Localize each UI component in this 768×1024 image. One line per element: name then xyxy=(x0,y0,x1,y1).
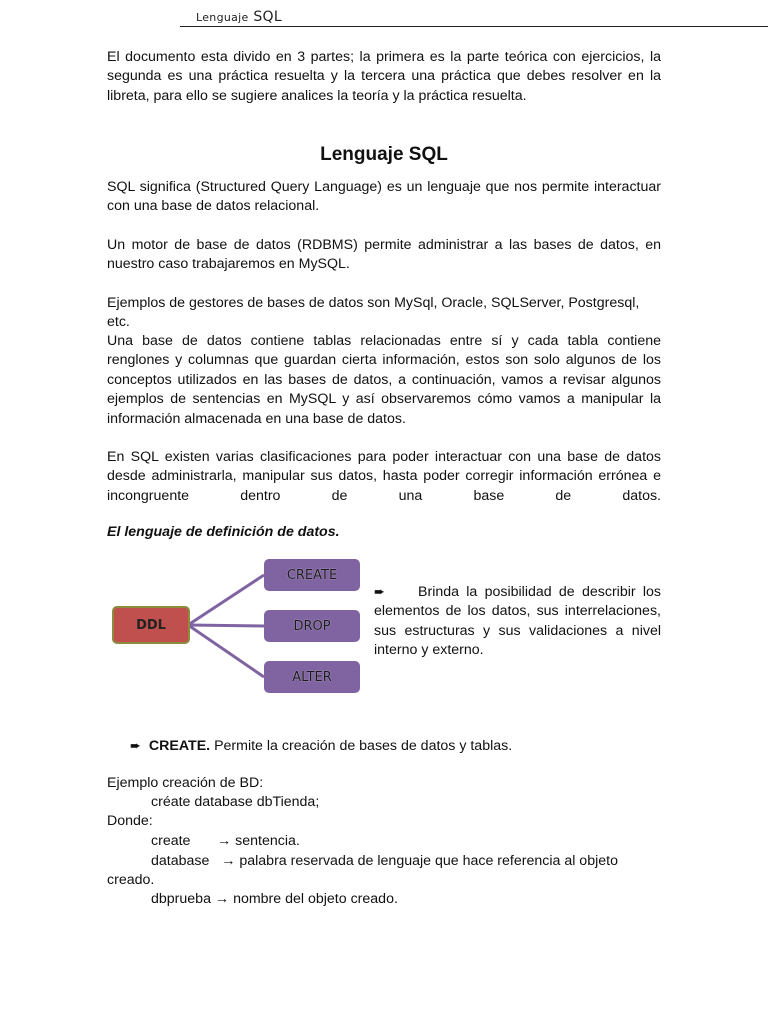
ddl-description: ➨ Brinda la posibilidad de describir los elementos de los datos, sus interrelaciones, sus estructuras y sus validaciones a nivel interno y externo. xyxy=(374,584,661,659)
connector-alter xyxy=(188,625,264,677)
paragraph-clasificaciones: En SQL existen varias clasificaciones para poder interactuar con una base de datos desde administrarla, manipular sus datos, hasta poder corregir información errónea e incongruente dentro de una base de datos. xyxy=(107,449,661,504)
term-database-cont: creado. xyxy=(107,872,155,888)
ddl-node: DDL xyxy=(112,606,190,644)
ddl-diagram xyxy=(100,552,370,702)
term-dbprueba: dbprueba → nombre del objeto creado. xyxy=(151,890,398,909)
donde-label: Donde: xyxy=(107,813,153,829)
alter-node: ALTER xyxy=(264,661,360,693)
paragraph-sql-definition: SQL significa (Structured Query Language) es un lenguaje que nos permite interactuar con una base de datos relacional. xyxy=(107,179,661,215)
paragraph-base-de-datos: Una base de datos contiene tablas relacionadas entre sí y cada tabla contiene renglones y columnas que guardan cierta información, estos son solo algunos de los conceptos utilizados en las bases de datos, a continuación, vamos a revisar algunos ejemplos de sentencias en MySQL y así observaremos cómo vamos a manipular la información almacenada en una base de datos. xyxy=(107,333,661,427)
arrow-bullet-icon: ➨ xyxy=(130,738,141,753)
arrow-bullet-icon: ➨ xyxy=(374,584,385,599)
connector-create xyxy=(188,575,264,625)
term-database: database → palabra reservada de lenguaje que hace referencia al objeto xyxy=(151,852,661,871)
example-code: créate database dbTienda; xyxy=(151,794,320,810)
right-arrow-icon: → xyxy=(217,833,232,849)
create-node: CREATE xyxy=(264,559,360,591)
intro-paragraph: El documento esta divido en 3 partes; la primera es la parte teórica con ejercicios, la segunda es una práctica resuelta y la tercera una práctica que debes resolver en la libreta, para ello se sugiere analices la teoría y la práctica resuelta. xyxy=(107,49,661,104)
paragraph-rdbms: Un motor de base de datos (RDBMS) permite administrar a las bases de datos, en nuestro caso trabajaremos en MySQL. xyxy=(107,237,661,273)
create-bullet: ➨ CREATE. Permite la creación de bases de datos y tablas. xyxy=(130,738,513,754)
term-create-desc: → sentencia. xyxy=(217,832,300,851)
header-title: Lenguaje SQL xyxy=(196,9,282,25)
example-label: Ejemplo creación de BD: xyxy=(107,775,264,791)
term-create: create xyxy=(151,833,191,849)
section-heading-ddl: El lenguaje de definición de datos. xyxy=(107,524,340,540)
document-title: Lenguaje SQL xyxy=(320,144,448,165)
right-arrow-icon: → xyxy=(214,891,230,907)
connector-drop xyxy=(188,625,264,626)
right-arrow-icon: → xyxy=(221,853,236,869)
page-header xyxy=(180,8,768,27)
drop-node: DROP xyxy=(264,610,360,642)
paragraph-gestores: Ejemplos de gestores de bases de datos son MySql, Oracle, SQLServer, Postgresql, etc. xyxy=(107,295,640,331)
